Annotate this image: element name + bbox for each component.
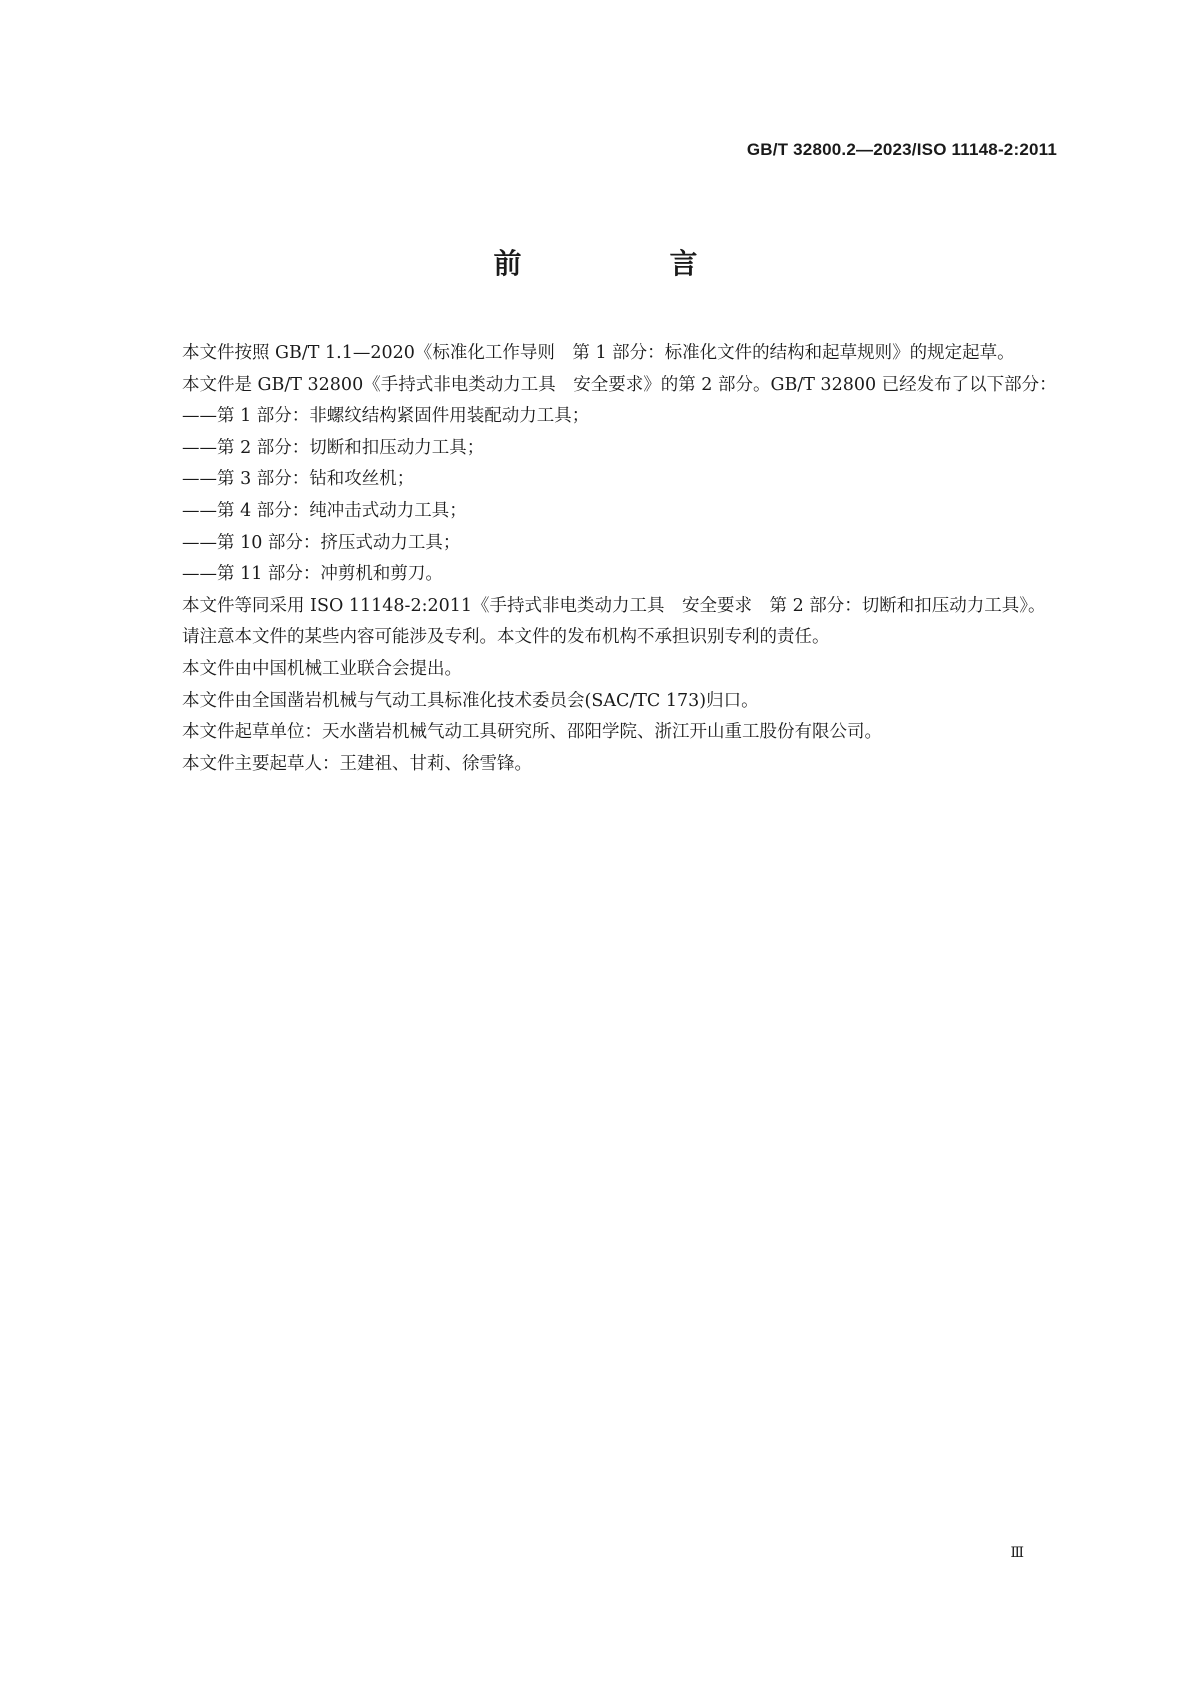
paragraph-proposer: 本文件由中国机械工业联合会提出。 xyxy=(182,658,462,679)
list-item: ——第 11 部分：冲剪机和剪刀。 xyxy=(182,564,443,585)
paragraph-drafting-rules: 本文件按照 GB/T 1.1—2020《标准化工作导则 第 1 部分：标准化文件的结构和起草规则》的规定起草。 xyxy=(182,343,1015,363)
paragraph-committee: 本文件由全国凿岩机械与气动工具标准化技术委员会(SAC/TC 173)归口。 xyxy=(182,690,759,711)
list-item: ——第 10 部分：挤压式动力工具； xyxy=(182,532,461,553)
list-item: ——第 4 部分：纯冲击式动力工具； xyxy=(182,500,467,521)
foreword-body xyxy=(146,338,1058,780)
list-item: ——第 1 部分：非螺纹结构紧固件用装配动力工具； xyxy=(182,406,590,427)
page-number: Ⅲ xyxy=(1010,1545,1024,1561)
list-item: ——第 3 部分：钻和攻丝机； xyxy=(182,469,415,490)
list-item: ——第 2 部分：切断和扣压动力工具； xyxy=(182,437,485,458)
document-code: GB/T 32800.2—2023/ISO 11148-2:2011 xyxy=(746,140,1057,159)
page-title: 前 言 xyxy=(493,247,758,280)
paragraph-drafting-units: 本文件起草单位：天水凿岩机械气动工具研究所、邵阳学院、浙江开山重工股份有限公司。 xyxy=(182,722,882,743)
paragraph-adoption: 本文件等同采用 ISO 11148-2:2011《手持式非电类动力工具 安全要求 第 2 部分：切断和扣压动力工具》。 xyxy=(182,595,1046,616)
paragraph-drafters: 本文件主要起草人：王建祖、甘莉、徐雪锋。 xyxy=(182,753,532,774)
paragraph-patent-notice: 请注意本文件的某些内容可能涉及专利。本文件的发布机构不承担识别专利的责任。 xyxy=(182,627,830,648)
paragraph-series-intro: 本文件是 GB/T 32800《手持式非电类动力工具 安全要求》的第 2 部分。GB/T 32800 已经发布了以下部分： xyxy=(182,374,1057,395)
